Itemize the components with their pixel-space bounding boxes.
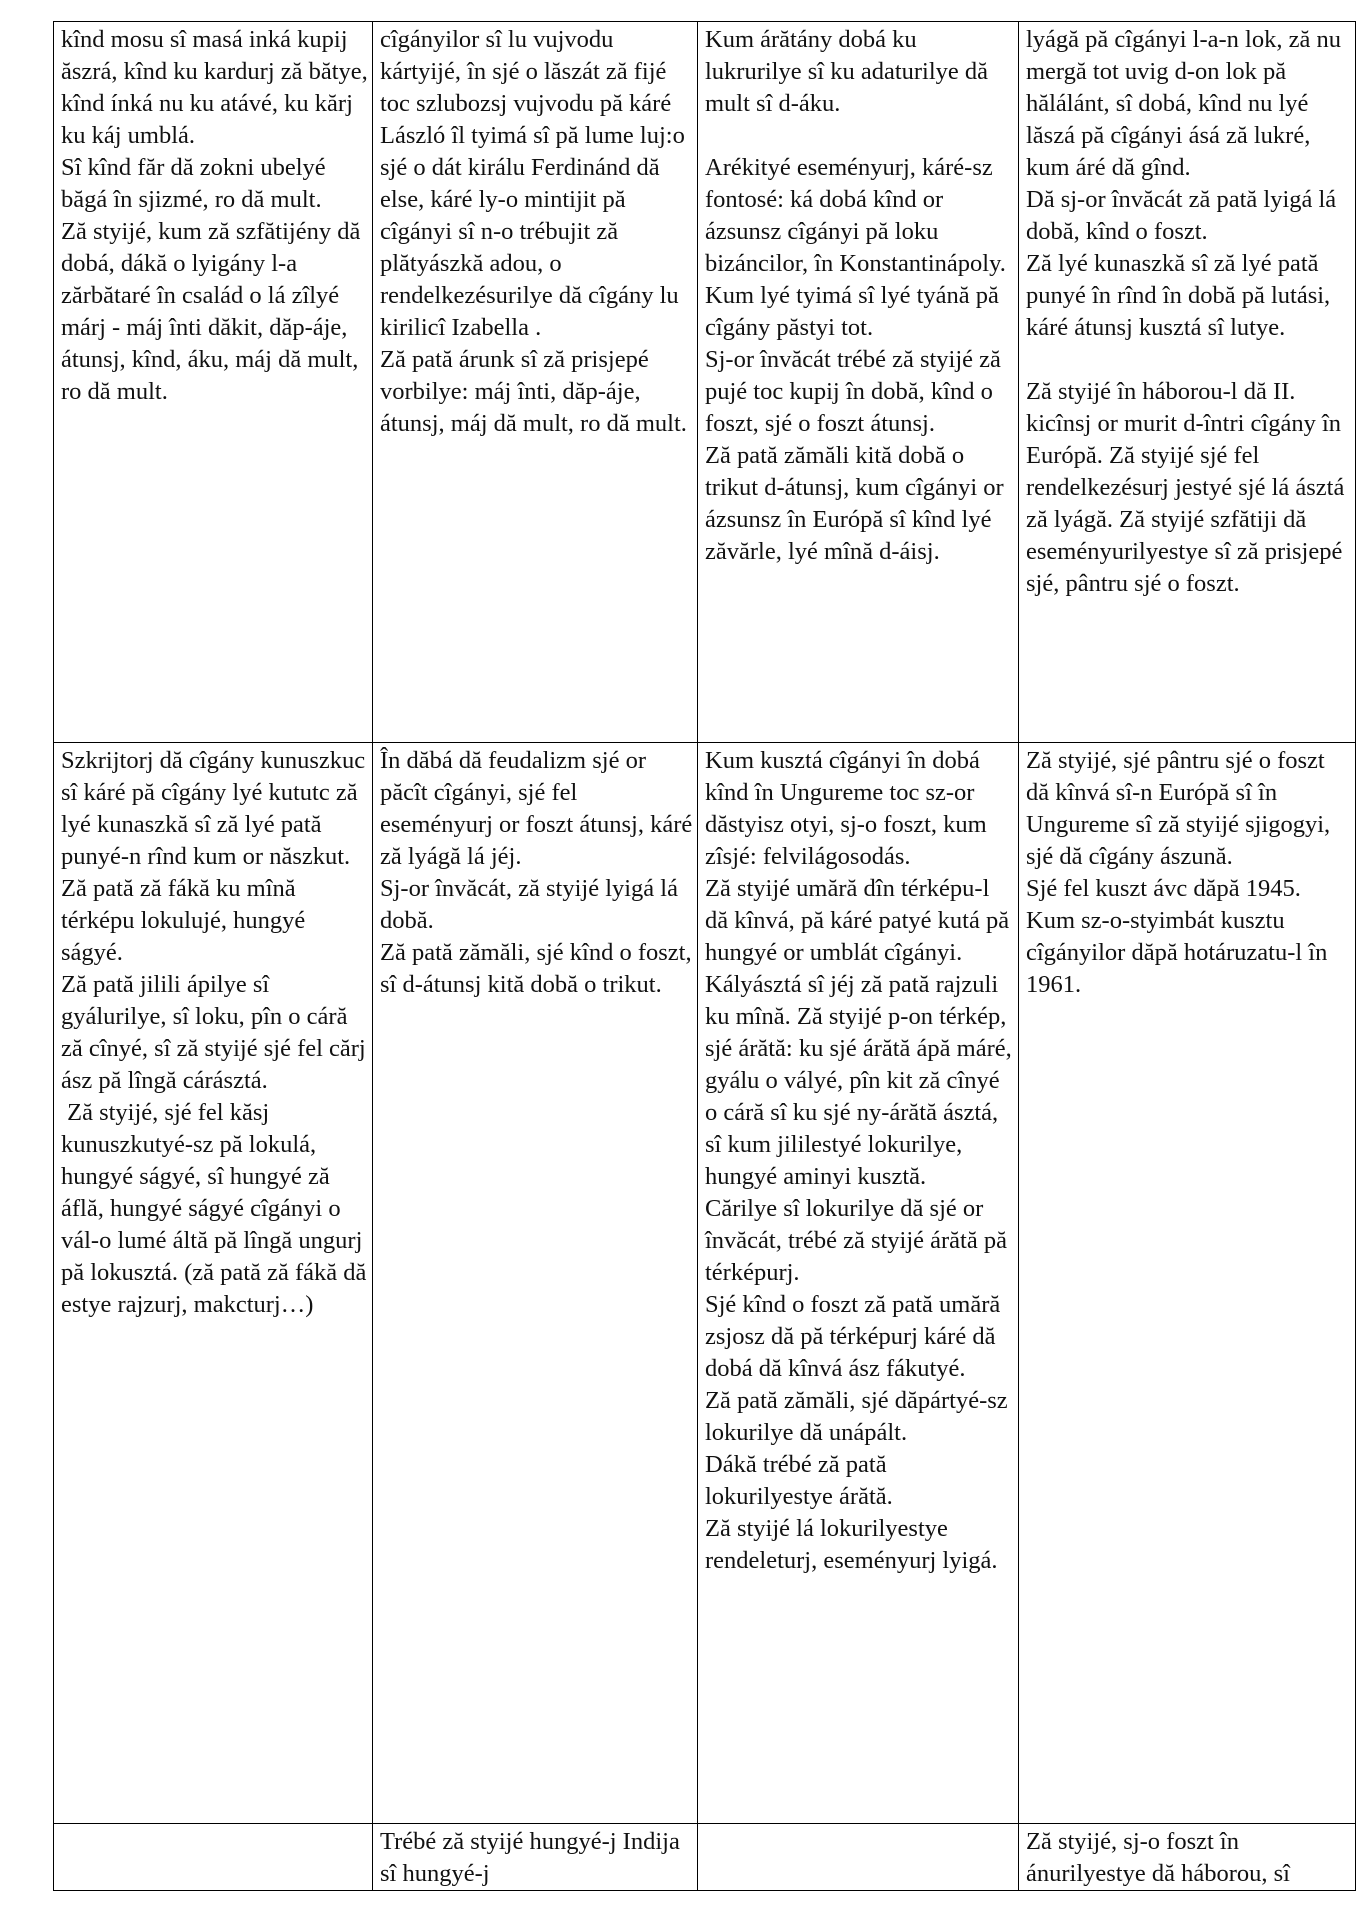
cell-paragraph: Dă sj-or învăcát ză pată lyigá lá dobă, kînd o foszt. — [1026, 186, 1343, 245]
table-row — [54, 1824, 1356, 1891]
cell-paragraph: În dăbá dă feudalizm sjé or păcît cîgányi, sjé fel eseményurj or foszt átunsj, káré ză lyágă lá jéj. — [380, 747, 699, 870]
cell-paragraph: Ză styijé lá lokurilyestye rendeleturj, eseményurj lyigá. — [705, 1515, 998, 1574]
cell-paragraph: Sj-or învăcát trébé ză styijé ză pujé toc kupij în dobă, kînd o foszt, sjé o foszt átunsj. — [705, 346, 1008, 437]
cell-paragraph: kînd mosu sî masá inká kupij ăszrá, kînd ku kardurj ză bătye, kînd ínká nu ku atávé, ku kărj ku káj umblá. — [61, 26, 374, 149]
cell-paragraph: Ză styijé, kum ză szfătijény dă dobá, dákă o lyigány l-a zărbătaré în család o lá zîlyé márj - máj înti dăkit, dăp-áje, átunsj, kînd, áku, máj dă mult, ro dă mult. — [61, 218, 367, 405]
table-row — [54, 22, 1356, 743]
cell-paragraph: Kum lyé tyimá sî lyé tyánă pă cîgány păstyi tot. — [705, 282, 1006, 341]
cell-paragraph: Cărilye sî lokurilye dă sjé or învăcát, trébé ză styijé árătă pă térképurj. — [705, 1195, 1014, 1286]
cell-paragraph: Ză pată zămăli, sjé dăpártyé-sz lokurilye dă unápált. — [705, 1387, 1014, 1446]
table-cell — [373, 22, 698, 743]
cell-paragraph: Trébé ză styijé hungyé-j Indija sî hungyé-j — [380, 1828, 686, 1887]
table-cell — [698, 743, 1019, 1824]
table-cell — [1019, 743, 1356, 1824]
cell-paragraph — [1026, 344, 1353, 376]
cell-paragraph: Kum kusztá cîgányi în dobá kînd în Ungureme toc sz-or dăstyisz otyi, sj-o foszt, kum zîsjé: felvilágosodás. — [705, 747, 993, 870]
table-cell — [373, 743, 698, 1824]
cell-paragraph: Ză styijé, sjé pântru sjé o foszt dă kînvá sî-n Európă sî în Ungureme sî ză styijé sjigogyi, sjé dă cîgány ászună. — [1026, 747, 1337, 870]
cell-paragraph: cîgányilor sî lu vujvodu kártyijé, în sjé o lăszát ză fijé toc szlubozsj vujvodu pă káré László îl tyimá sî pă lume luj:o sjé o dát királu Ferdinánd dă else, káré ly-o mintijit pă cîgányi sî n-o trébujit ză plătyászkă adou, o rendelkezésurilye dă cîgány lu kirilicî Izabella . — [380, 26, 691, 341]
table-cell — [54, 22, 373, 743]
table-cell — [54, 1824, 373, 1891]
cell-paragraph: Ză styijé, sj-o foszt în ánurilyestye dă háborou, sî — [1026, 1828, 1290, 1887]
cell-paragraph: Kum sz-o-styimbát kusztu cîgányilor dăpă hotáruzatu-l în 1961. — [1026, 907, 1334, 998]
cell-paragraph: Ză lyé kunaszkă sî ză lyé pată punyé în rînd în dobă pă lutási, káré átunsj kusztá sî lutye. — [1026, 250, 1337, 341]
cell-paragraph: Ză pată jilili ápilye sî gyálurilye, sî loku, pîn o cáră ză cînyé, sî ză styijé sjé fel cărj ász pă lîngă cárásztá. — [61, 971, 372, 1094]
cell-paragraph — [705, 1826, 1016, 1858]
cell-paragraph: Dákă trébé ză pată lokurilyestye árătă. — [705, 1451, 893, 1510]
table-row — [54, 743, 1356, 1824]
cell-paragraph: Kum árătány dobá ku lukrurilye sî ku adaturilye dă mult sî d-áku. — [705, 26, 995, 117]
table-cell — [54, 743, 373, 1824]
cell-paragraph: Kályásztá sî jéj ză pată rajzuli ku mînă. Ză styijé p-on térkép, sjé árătă: ku sjé árătă ápă máré, gyálu o vályé, pîn kit ză cînyé o cáră sî ku sjé ny-árătă ásztá, sî kum jililestyé lokurilye, hungyé aminyi kusztă. — [705, 971, 1018, 1190]
cell-paragraph: Sj-or învăcát, ză styijé lyigá lá dobă. — [380, 875, 685, 934]
table-cell — [698, 22, 1019, 743]
table-cell — [698, 1824, 1019, 1891]
table-cell — [373, 1824, 698, 1891]
table-cell — [1019, 1824, 1356, 1891]
cell-paragraph: Ză styijé în háborou-l dă II. kicînsj or murit d-întri cîgány în Európă. Ză styijé sjé fel rendelkezésurj jestyé sjé lá ásztá ză lyágă. Ză styijé szfătiji dă eseményurilyestye sî ză prisjepé sjé, pântru sjé o foszt. — [1026, 378, 1351, 597]
content-table — [53, 21, 1356, 1891]
cell-paragraph: Ză styijé umără dîn térképu-l dă kînvá, pă káré patyé kutá pă hungyé or umblát cîgányi. — [705, 875, 1016, 966]
cell-paragraph: Sjé kînd o foszt ză pată umără zsjosz dă pă térképurj káré dă dobá dă kînvá ász fákutyé. — [705, 1291, 1007, 1382]
cell-paragraph: lyágă pă cîgányi l-a-n lok, ză nu mergă tot uvig d-on lok pă hălálánt, sî dobá, kînd nu lyé lăszá pă cîgányi ásá ză lukré, kum áré dă gînd. — [1026, 26, 1348, 181]
cell-paragraph: Arékityé eseményurj, káré-sz fontosé: ká dobá kînd or ázsunsz cîgányi pă loku bizáncilor, în Konstantinápoly. — [705, 154, 1006, 277]
table-cell — [1019, 22, 1356, 743]
cell-paragraph: Szkrijtorj dă cîgány kunuszkuc sî káré pă cîgány lyé kututc ză lyé kunaszkă sî ză lyé pată punyé-n rînd kum or năszkut. — [61, 747, 372, 870]
cell-paragraph: Ză pată árunk sî ză prisjepé vorbilye: máj înti, dăp-áje, átunsj, máj dă mult, ro dă mult. — [380, 346, 687, 437]
cell-paragraph: Ză pată ză fákă ku mînă térképu lokulujé, hungyé ságyé. — [61, 875, 312, 966]
cell-paragraph: Sjé fel kuszt ávc dăpă 1945. — [1026, 875, 1301, 902]
cell-paragraph: Ză pată zămăli kită dobă o trikut d-átunsj, kum cîgányi or ázsunsz în Európă sî kînd lyé zăvărle, lyé mînă d-áisj. — [705, 442, 1010, 565]
cell-paragraph: Ză styijé, sjé fel kăsj kunuszkutyé-sz pă lokulá, hungyé ságyé, sî hungyé ză áflă, hungyé ságyé cîgányi o vál-o lumé áltă pă lîngă ungurj pă lokusztá. (ză pată ză fákă dă estye rajzurj, makcturj…) — [61, 1099, 373, 1318]
cell-paragraph — [61, 1826, 370, 1858]
cell-paragraph — [705, 120, 1016, 152]
cell-paragraph: Ză pată zămăli, sjé kînd o foszt, sî d-átunsj kită dobă o trikut. — [380, 939, 698, 998]
cell-paragraph: Sî kînd făr dă zokni ubelyé băgá în sjizmé, ro dă mult. — [61, 154, 332, 213]
